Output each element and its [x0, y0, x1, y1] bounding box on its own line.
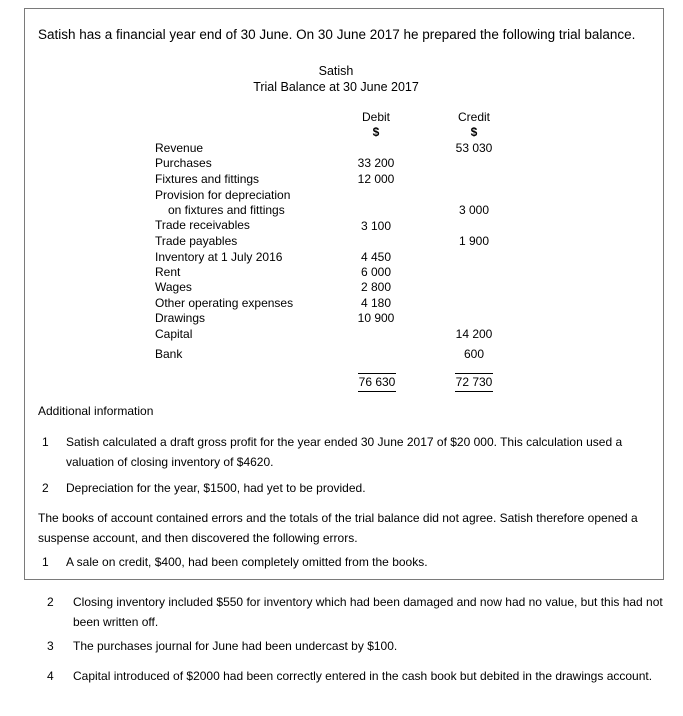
error-text: A sale on credit, $400, had been completely omitted from the books.	[66, 555, 428, 569]
info-number: 1	[42, 435, 49, 449]
errors-intro: The books of account contained errors and the totals of the trial balance did not agree. Satish therefore opened a suspense account, and then discovered the following errors.	[38, 511, 638, 545]
tb-row-label: Trade payables	[155, 234, 238, 248]
tb-row-credit: 53 030	[455, 141, 493, 155]
tb-row-debit: 12 000	[357, 172, 395, 186]
tb-row-credit: 600	[463, 347, 485, 361]
error-text: Closing inventory included $550 for inventory which had been damaged and now had no value, but this had not been written off.	[73, 595, 663, 629]
tb-row-label: Bank	[155, 347, 183, 361]
tb-row-label: Revenue	[155, 141, 204, 155]
tb-row-label: Wages	[155, 280, 192, 294]
tb-row-label: Fixtures and fittings	[155, 172, 260, 186]
info-text: Depreciation for the year, $1500, had yet to be provided.	[66, 481, 366, 495]
tb-row-debit: 33 200	[357, 156, 395, 170]
tb-row-debit: 2 800	[360, 280, 392, 294]
tb-row-debit: 4 180	[360, 296, 392, 310]
tb-subtitle: Trial Balance at 30 June 2017	[253, 80, 419, 94]
tb-row-label: Capital	[155, 327, 193, 341]
intro-text: Satish has a financial year end of 30 June. On 30 June 2017 he prepared the following trial balance.	[38, 27, 636, 42]
tb-row-label: Purchases	[155, 156, 212, 170]
debit-header: Debit	[361, 110, 390, 124]
additional-heading: Additional information	[38, 404, 154, 418]
tb-row-credit: 1 900	[458, 234, 490, 248]
tb-row-label: Inventory at 1 July 2016	[155, 250, 283, 264]
total-credit: 72 730	[455, 373, 493, 392]
error-text: The purchases journal for June had been undercast by $100.	[73, 639, 398, 653]
error-number: 1	[42, 555, 49, 569]
tb-row-label: Drawings	[155, 311, 206, 325]
tb-row-label: Rent	[155, 265, 181, 279]
error-number: 2	[47, 595, 54, 609]
tb-row-debit: 3 100	[360, 219, 392, 233]
debit-currency: $	[372, 125, 380, 139]
total-debit: 76 630	[358, 373, 396, 392]
tb-row-label: Provision for depreciation	[155, 188, 291, 202]
tb-row-debit: 10 900	[357, 311, 395, 325]
tb-row-label: on fixtures and fittings	[168, 203, 285, 217]
credit-header: Credit	[457, 110, 490, 124]
tb-row-debit: 6 000	[360, 265, 392, 279]
tb-title: Satish	[318, 64, 354, 78]
error-number: 4	[47, 669, 54, 683]
tb-row-debit: 4 450	[360, 250, 392, 264]
info-text: Satish calculated a draft gross profit for the year ended 30 June 2017 of $20 000. This calculation used a valuation of closing inventory of $4620.	[66, 435, 623, 469]
error-text: Capital introduced of $2000 had been correctly entered in the cash book but debited in the drawings account.	[73, 669, 653, 683]
info-number: 2	[42, 481, 49, 495]
tb-row-credit: 3 000	[458, 203, 490, 217]
tb-row-label: Other operating expenses	[155, 296, 294, 310]
error-number: 3	[47, 639, 54, 653]
tb-row-credit: 14 200	[455, 327, 493, 341]
credit-currency: $	[470, 125, 478, 139]
tb-row-label: Trade receivables	[155, 218, 250, 232]
